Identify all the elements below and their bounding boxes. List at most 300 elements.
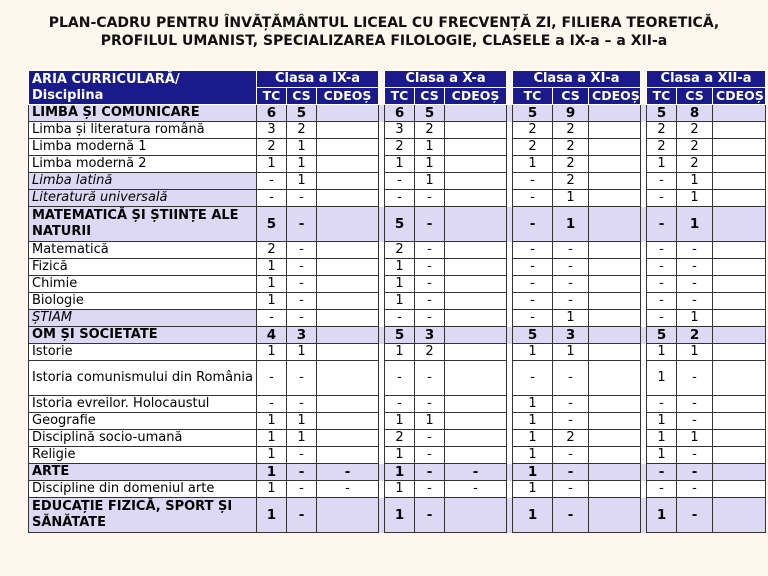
hours-cell: - [647,259,677,276]
table-row [29,413,766,430]
hours-cell: 2 [677,156,713,173]
hours-cell: - [677,413,713,430]
hours-cell: - [513,310,553,327]
hours-cell: - [287,242,317,259]
hours-cell: - [553,276,589,293]
hours-cell [713,139,766,156]
hours-cell [445,122,507,139]
table-row [29,173,766,190]
table-row [29,105,766,122]
hours-cell: - [513,190,553,207]
discipline-name: ȘTIAM [29,310,257,327]
hours-cell: 1 [287,139,317,156]
hours-cell: 2 [287,122,317,139]
sub-header-cs: CS [677,88,713,105]
hours-cell [317,396,379,413]
hours-cell: 1 [415,139,445,156]
hours-cell: 1 [553,310,589,327]
discipline-name: Limba și literatura română [29,122,257,139]
table-row [29,207,766,242]
hours-cell [445,310,507,327]
hours-cell: - [415,361,445,396]
hours-cell: 1 [287,344,317,361]
table-row [29,327,766,344]
hours-cell [713,396,766,413]
hours-cell [445,327,507,344]
hours-cell: 5 [287,105,317,122]
hours-cell: 2 [385,430,415,447]
hours-cell [317,293,379,310]
table-row [29,276,766,293]
hours-cell: - [385,310,415,327]
hours-cell [589,293,641,310]
hours-cell: 1 [677,430,713,447]
discipline-name: Limba modernă 2 [29,156,257,173]
hours-cell: - [287,310,317,327]
hours-cell: - [677,259,713,276]
hours-cell [713,207,766,242]
discipline-name: Religie [29,447,257,464]
sub-header-tc: TC [513,88,553,105]
hours-cell: - [677,396,713,413]
hours-cell: 2 [415,344,445,361]
hours-cell: 1 [257,430,287,447]
hours-cell: 1 [513,413,553,430]
hours-cell [589,259,641,276]
discipline-name: Discipline din domeniul arte [29,481,257,498]
hours-cell: 6 [257,105,287,122]
table-body [29,105,766,533]
hours-cell: 2 [513,122,553,139]
hours-cell: - [677,276,713,293]
hours-cell [445,396,507,413]
hours-cell: 1 [553,207,589,242]
hours-cell: - [445,481,507,498]
hours-cell: 2 [553,173,589,190]
hours-cell: 1 [513,430,553,447]
hours-cell: 2 [257,242,287,259]
table-row [29,447,766,464]
hours-cell: 1 [385,481,415,498]
hours-cell: - [647,242,677,259]
hours-cell: 5 [513,105,553,122]
hours-cell: 1 [513,344,553,361]
hours-cell [589,207,641,242]
hours-cell: 1 [257,464,287,481]
hours-cell: - [415,498,445,533]
table-row [29,156,766,173]
hours-cell [589,276,641,293]
hours-cell: 1 [513,156,553,173]
hours-cell: 5 [385,207,415,242]
hours-cell: - [415,259,445,276]
section-name: MATEMATICĂ ȘI ȘTIINȚE ALE NATURII [29,207,257,242]
hours-cell [589,481,641,498]
discipline-name: Disciplină socio-umană [29,430,257,447]
hours-cell: - [287,190,317,207]
hours-cell [589,122,641,139]
discipline-name: Istorie [29,344,257,361]
hours-cell: - [287,207,317,242]
discipline-name: Chimie [29,276,257,293]
hours-cell [589,344,641,361]
table-row [29,430,766,447]
hours-cell: 1 [513,464,553,481]
hours-cell: - [287,481,317,498]
area-header-line-2: Disciplina [32,87,104,103]
hours-cell: 2 [553,122,589,139]
table-row [29,396,766,413]
hours-cell: - [513,242,553,259]
hours-cell: 5 [257,207,287,242]
hours-cell: 1 [385,156,415,173]
hours-cell [589,361,641,396]
hours-cell [317,430,379,447]
hours-cell: - [677,447,713,464]
hours-cell: - [385,173,415,190]
hours-cell [589,447,641,464]
discipline-name: Istoria evreilor. Holocaustul [29,396,257,413]
hours-cell: 2 [647,122,677,139]
hours-cell: - [513,293,553,310]
hours-cell: - [317,464,379,481]
discipline-name: Geografie [29,413,257,430]
hours-cell: 1 [385,259,415,276]
hours-cell [713,481,766,498]
hours-cell [589,190,641,207]
hours-cell [589,310,641,327]
hours-cell [713,242,766,259]
hours-cell: - [287,361,317,396]
hours-cell: - [257,173,287,190]
hours-cell: - [553,498,589,533]
hours-cell: - [553,447,589,464]
hours-cell: - [677,464,713,481]
hours-cell: - [553,293,589,310]
hours-cell [317,105,379,122]
hours-cell: - [647,190,677,207]
discipline-name: Fizică [29,259,257,276]
hours-cell: 1 [647,156,677,173]
hours-cell [317,413,379,430]
hours-cell: 1 [677,310,713,327]
hours-cell: 4 [257,327,287,344]
hours-cell: - [415,464,445,481]
hours-cell: 1 [677,173,713,190]
hours-cell: - [287,293,317,310]
hours-cell: 3 [415,327,445,344]
hours-cell: 1 [677,207,713,242]
hours-cell [713,173,766,190]
hours-cell: - [553,259,589,276]
hours-cell: - [257,361,287,396]
hours-cell [445,105,507,122]
hours-cell: - [553,413,589,430]
hours-cell [713,105,766,122]
hours-cell: - [513,259,553,276]
hours-cell: 2 [385,139,415,156]
hours-cell: - [553,361,589,396]
hours-cell: - [445,464,507,481]
hours-cell [713,122,766,139]
hours-cell: 1 [287,413,317,430]
hours-cell [713,344,766,361]
hours-cell [317,139,379,156]
area-header [29,71,257,105]
area-header-line-1: ARIA CURRICULARĂ/ [32,71,180,87]
hours-cell [713,327,766,344]
hours-cell [589,156,641,173]
hours-cell [445,361,507,396]
hours-cell: - [415,207,445,242]
hours-cell [589,139,641,156]
hours-cell: 5 [513,327,553,344]
sub-header-cdeos: CDEOȘ [445,88,507,105]
hours-cell [317,498,379,533]
hours-cell [445,207,507,242]
hours-cell: 1 [647,498,677,533]
hours-cell: 1 [287,156,317,173]
hours-cell: - [415,242,445,259]
hours-cell: - [257,190,287,207]
table-row [29,242,766,259]
section-name: ARTE [29,464,257,481]
hours-cell: 1 [513,396,553,413]
hours-cell [317,156,379,173]
hours-cell: - [415,396,445,413]
hours-cell: - [287,447,317,464]
hours-cell: - [513,361,553,396]
hours-cell: 2 [677,122,713,139]
hours-cell: 8 [677,105,713,122]
hours-cell: 1 [677,344,713,361]
hours-cell [713,190,766,207]
hours-cell [589,413,641,430]
hours-cell: 1 [553,190,589,207]
hours-cell [589,430,641,447]
hours-cell [317,190,379,207]
table-row [29,344,766,361]
sub-header-cdeos: CDEOȘ [713,88,766,105]
hours-cell: 1 [287,173,317,190]
hours-cell: - [385,361,415,396]
hours-cell: - [647,173,677,190]
sub-header-cs: CS [553,88,589,105]
table-row [29,481,766,498]
hours-cell [445,276,507,293]
hours-cell: - [513,207,553,242]
hours-cell: - [317,481,379,498]
hours-cell [317,447,379,464]
page-title [0,14,768,50]
title-line-2: PROFILUL UMANIST, SPECIALIZAREA FILOLOGIE, CLASELE a IX-a – a XII-a [100,33,668,49]
hours-cell: - [415,190,445,207]
hours-cell: 3 [385,122,415,139]
hours-cell: 1 [257,276,287,293]
hours-cell: - [513,276,553,293]
table-row [29,190,766,207]
hours-cell: - [677,293,713,310]
hours-cell: - [287,259,317,276]
hours-cell: 1 [513,447,553,464]
header-row-classes [29,71,766,88]
hours-cell [445,156,507,173]
hours-cell [713,361,766,396]
hours-cell [713,156,766,173]
hours-cell [713,293,766,310]
discipline-name: Limba latină [29,173,257,190]
hours-cell [713,259,766,276]
hours-cell: - [647,481,677,498]
hours-cell: - [553,396,589,413]
hours-cell: 1 [257,481,287,498]
hours-cell: - [677,481,713,498]
hours-cell: 2 [257,139,287,156]
class-header: Clasa a IX-a [257,71,379,88]
hours-cell: 1 [553,344,589,361]
class-header: Clasa a X-a [385,71,507,88]
table-row [29,361,766,396]
hours-cell: 1 [257,498,287,533]
hours-cell: - [647,293,677,310]
class-header: Clasa a XI-a [513,71,641,88]
hours-cell [317,122,379,139]
curriculum-table [28,70,766,533]
hours-cell: - [647,207,677,242]
hours-cell [713,276,766,293]
hours-cell: 1 [257,413,287,430]
hours-cell [445,413,507,430]
discipline-name: Literatură universală [29,190,257,207]
hours-cell: 1 [385,276,415,293]
hours-cell: 1 [647,413,677,430]
hours-cell [317,173,379,190]
hours-cell: - [513,173,553,190]
hours-cell: - [415,481,445,498]
hours-cell [713,464,766,481]
hours-cell: - [647,276,677,293]
hours-cell [589,105,641,122]
hours-cell: 1 [513,498,553,533]
hours-cell [445,430,507,447]
discipline-name: Matematică [29,242,257,259]
class-header: Clasa a XII-a [647,71,766,88]
hours-cell [445,173,507,190]
hours-cell [317,327,379,344]
sub-header-cs: CS [415,88,445,105]
hours-cell: - [647,310,677,327]
hours-cell: 2 [677,139,713,156]
hours-cell: 1 [415,173,445,190]
hours-cell [317,310,379,327]
hours-cell: - [415,276,445,293]
hours-cell [713,310,766,327]
hours-cell [445,498,507,533]
hours-cell: 1 [257,344,287,361]
hours-cell: - [287,396,317,413]
hours-cell: 2 [385,242,415,259]
hours-cell: 2 [513,139,553,156]
table-row [29,293,766,310]
hours-cell: 5 [385,327,415,344]
hours-cell: 1 [647,430,677,447]
hours-cell [317,259,379,276]
hours-cell: - [385,190,415,207]
hours-cell: 1 [647,447,677,464]
hours-cell: 1 [385,464,415,481]
table-row [29,139,766,156]
hours-cell: 5 [647,327,677,344]
hours-cell [589,242,641,259]
hours-cell: 1 [385,498,415,533]
hours-cell: - [287,498,317,533]
hours-cell [317,207,379,242]
hours-cell: - [415,447,445,464]
hours-cell: 1 [385,413,415,430]
hours-cell [445,190,507,207]
hours-cell [445,139,507,156]
hours-cell: 1 [647,344,677,361]
hours-cell [445,293,507,310]
hours-cell: - [415,293,445,310]
hours-cell [317,242,379,259]
hours-cell: 1 [415,156,445,173]
discipline-name: Istoria comunismului din România [29,361,257,396]
hours-cell: - [553,481,589,498]
hours-cell: 1 [385,293,415,310]
hours-cell: 1 [415,413,445,430]
hours-cell [713,430,766,447]
hours-cell: 2 [677,327,713,344]
hours-cell: - [553,464,589,481]
section-name: EDUCAȚIE FIZICĂ, SPORT ȘI SĂNĂTATE [29,498,257,533]
hours-cell: 1 [257,156,287,173]
section-name: OM ȘI SOCIETATE [29,327,257,344]
hours-cell: - [677,242,713,259]
sub-header-cdeos: CDEOȘ [317,88,379,105]
hours-cell [445,242,507,259]
hours-cell: 9 [553,105,589,122]
hours-cell: 1 [287,430,317,447]
hours-cell [713,498,766,533]
hours-cell: 2 [415,122,445,139]
hours-cell: 3 [287,327,317,344]
hours-cell: 2 [553,156,589,173]
discipline-name: Limba modernă 1 [29,139,257,156]
hours-cell [317,344,379,361]
hours-cell [589,464,641,481]
sub-header-tc: TC [257,88,287,105]
hours-cell: - [647,464,677,481]
table-row [29,122,766,139]
table-row [29,498,766,533]
hours-cell [589,173,641,190]
hours-cell: - [257,310,287,327]
hours-cell: - [287,276,317,293]
hours-cell [317,361,379,396]
hours-cell: 1 [677,190,713,207]
sub-header-tc: TC [647,88,677,105]
table-row [29,464,766,481]
discipline-name: Biologie [29,293,257,310]
hours-cell [589,396,641,413]
hours-cell: 1 [647,361,677,396]
hours-cell [445,447,507,464]
hours-cell: - [553,242,589,259]
hours-cell: - [287,464,317,481]
sub-header-tc: TC [385,88,415,105]
hours-cell: - [647,396,677,413]
